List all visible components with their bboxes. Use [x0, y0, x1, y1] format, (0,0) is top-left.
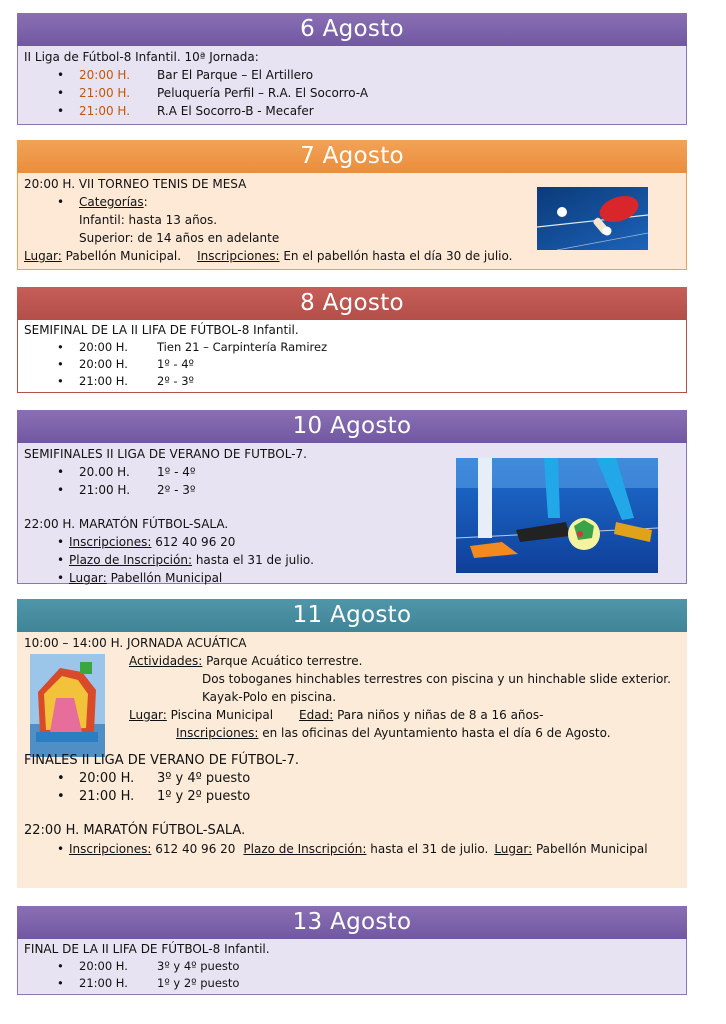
event-text: 1º - 4º [157, 465, 196, 479]
section-body [17, 632, 687, 888]
actividades-detail: Kayak-Polo en piscina. [202, 690, 337, 704]
maraton-heading: 22:00 H. MARATÓN FÚTBOL-SALA. [24, 517, 229, 531]
list-item [24, 770, 680, 788]
event-time: 20:00 H. [79, 959, 128, 973]
category-superior: Superior: de 14 años en adelante [79, 231, 280, 245]
event-heading: 20:00 H. VII TORNEO TENIS DE MESA [24, 177, 247, 191]
lugar-label: Lugar: [69, 571, 107, 585]
ping-pong-image [537, 187, 648, 250]
lugar-edad-line [24, 706, 680, 724]
list-item [24, 373, 680, 390]
section-title: 8 Agosto [17, 287, 687, 320]
section-6-agosto [17, 13, 687, 125]
section-11-agosto [17, 599, 687, 888]
event-time: 21:00 H. [79, 976, 128, 990]
maraton-heading: 22:00 H. MARATÓN FÚTBOL-SALA. [24, 823, 246, 838]
finales-heading: FINALES II LIGA DE VERANO DE FÚTBOL-7. [24, 753, 300, 768]
futsal-image [456, 458, 658, 573]
inscripciones-value: En el pabellón hasta el día 30 de julio. [279, 249, 513, 263]
event-text: Peluquería Perfil – R.A. El Socorro-A [157, 86, 369, 100]
event-time: 20:00 H. [79, 340, 128, 354]
plazo-label: Plazo de Inscripción: [243, 842, 367, 856]
list-item [24, 840, 680, 858]
event-time: 21:00 H. [79, 104, 131, 118]
event-text: Tien 21 – Carpintería Ramirez [157, 340, 328, 354]
event-text: 2º - 3º [157, 483, 196, 497]
inscripciones-label: Inscripciones: [69, 842, 152, 856]
list-item [24, 788, 680, 806]
lugar-label: Lugar: [24, 249, 62, 263]
list-item [24, 356, 680, 373]
inflatable-image [30, 654, 105, 757]
event-time: 20:00 H. [79, 771, 135, 786]
event-time: 21:00 H. [79, 789, 135, 804]
actividades-detail: Dos toboganes hinchables terrestres con piscina y un hinchable slide exterior. [202, 672, 671, 686]
event-text: 1º - 4º [157, 357, 194, 371]
event-text: 1º y 2º puesto [157, 789, 251, 804]
actividades-value: Parque Acuático terrestre. [202, 654, 363, 668]
lugar-value: Pabellón Municipal [532, 842, 648, 856]
event-time: 20:00 H. [79, 68, 131, 82]
lugar-value: Pabellón Municipal. [61, 249, 182, 263]
list-item [24, 102, 680, 120]
actividades-label: Actividades: [129, 654, 203, 668]
event-heading: FINAL DE LA II LIFA DE FÚTBOL-8 Infantil. [24, 942, 270, 956]
lugar-label: Lugar: [494, 842, 533, 856]
inscripciones-value: 612 40 96 20 [151, 842, 236, 856]
edad-label: Edad: [299, 708, 334, 722]
plazo-value: hasta el 31 de julio. [366, 842, 489, 856]
event-time: 20:00 H. [79, 357, 128, 371]
section-title: 6 Agosto [17, 13, 687, 46]
event-time: 21:00 H. [79, 86, 131, 100]
section-8-agosto [17, 287, 687, 393]
list-item [24, 975, 680, 992]
section-13-agosto [17, 906, 687, 995]
lugar-label: Lugar: [129, 708, 167, 722]
event-text: 3º y 4º puesto [157, 771, 251, 786]
inscripciones-label: Inscripciones: [197, 249, 280, 263]
inscripciones-value: 612 40 96 20 [151, 535, 236, 549]
section-title: 11 Agosto [17, 599, 687, 632]
event-text: 3º y 4º puesto [157, 959, 240, 973]
section-title: 13 Agosto [17, 906, 687, 939]
section-10-agosto [17, 410, 687, 584]
event-heading: SEMIFINAL DE LA II LIFA DE FÚTBOL-8 Infantil. [24, 323, 299, 337]
lugar-value: Pabellón Municipal [106, 571, 223, 585]
section-body [17, 46, 687, 125]
plazo-value: hasta el 31 de julio. [192, 553, 314, 567]
categorias-label: Categorías [79, 195, 144, 209]
lugar-value: Piscina Municipal [166, 708, 274, 722]
section-7-agosto [17, 140, 687, 270]
inscripciones-label: Inscripciones: [69, 535, 152, 549]
event-heading: 10:00 – 14:00 H. JORNADA ACUÁTICA [24, 636, 247, 650]
event-text: R.A El Socorro-B - Mecafer [157, 104, 314, 118]
event-text: 1º y 2º puesto [157, 976, 240, 990]
event-time: 21:00 H. [79, 483, 131, 497]
event-text: Bar El Parque – El Artillero [157, 68, 314, 82]
inscripciones-line [24, 724, 680, 742]
plazo-label: Plazo de Inscripción: [69, 553, 192, 567]
event-text: 2º - 3º [157, 374, 194, 388]
edad-value: Para niños y niñas de 8 a 16 años- [333, 708, 544, 722]
section-title: 7 Agosto [17, 140, 687, 173]
event-heading: SEMIFINALES II LIGA DE VERANO DE FUTBOL-7. [24, 447, 307, 461]
list-item [24, 339, 680, 356]
inscripciones-label: Inscripciones: [176, 726, 259, 740]
section-body [17, 939, 687, 995]
list-item [24, 66, 680, 84]
inscripciones-value: en las oficinas del Ayuntamiento hasta el día 6 de Agosto. [258, 726, 611, 740]
section-body [17, 320, 687, 393]
colon: : [143, 195, 148, 209]
event-heading: II Liga de Fútbol-8 Infantil. 10ª Jornada: [24, 50, 259, 64]
section-title: 10 Agosto [17, 410, 687, 443]
event-time: 20.00 H. [79, 465, 130, 479]
list-item [24, 84, 680, 102]
section-body [17, 173, 687, 270]
section-body [17, 443, 687, 584]
list-item [24, 958, 680, 975]
category-infantil: Infantil: hasta 13 años. [79, 213, 218, 227]
event-time: 21:00 H. [79, 374, 128, 388]
actividades-line [24, 652, 680, 670]
